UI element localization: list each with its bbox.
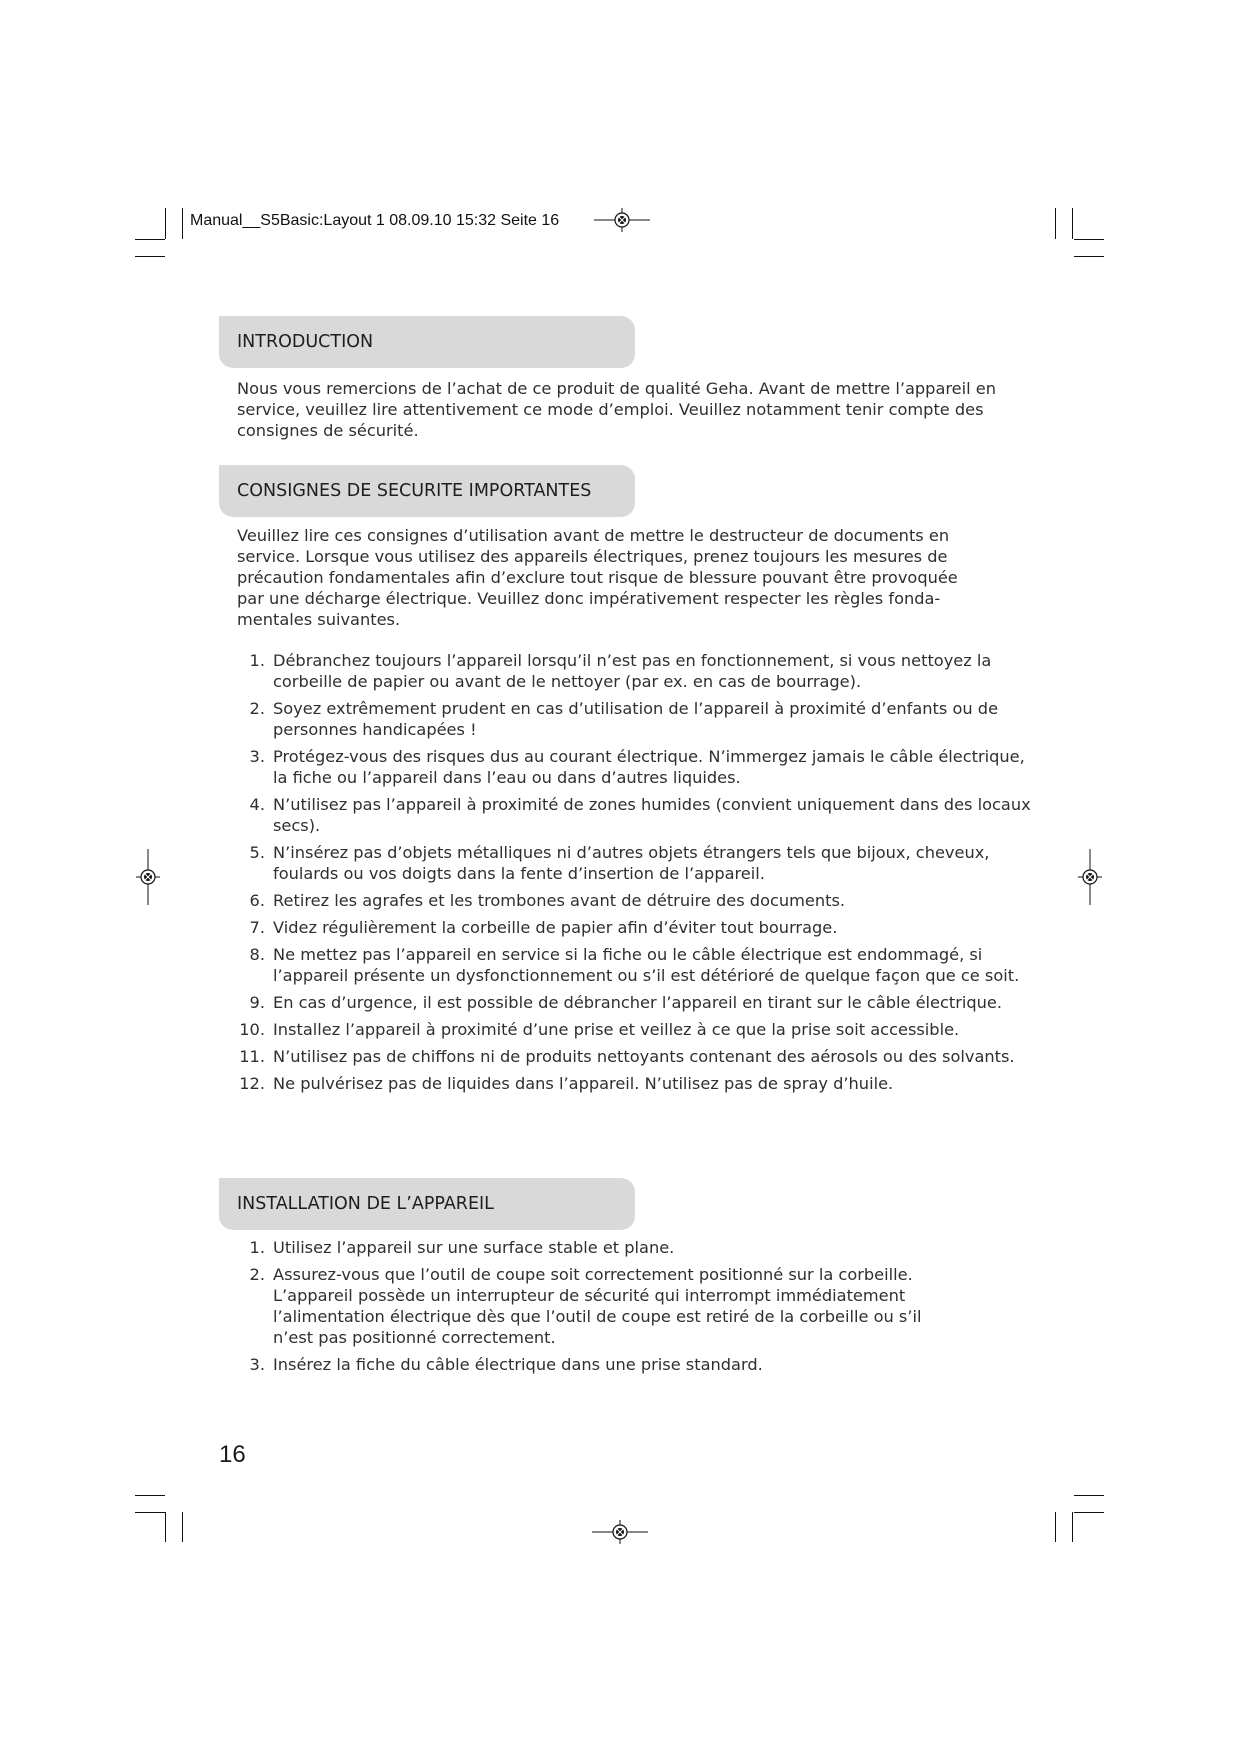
list-item: 5. N’insérez pas d’objets métalliques ni d’autres objets étrangers tels que bijoux, cheveux, foulards ou vos doigts dans la fente d’insertion de l’appareil. <box>249 843 990 883</box>
list-item: 1. Débranchez toujours l’appareil lorsqu’il n’est pas en fonctionnement, si vous nettoyez la corbeille de papier ou avant de le nettoyer (par ex. en cas de bourrage). <box>249 651 992 691</box>
crop-mark <box>165 1512 166 1542</box>
registration-mark-icon <box>592 1518 648 1546</box>
crop-mark <box>1074 239 1104 240</box>
safety-paragraph: Veuillez lire ces consignes d’utilisation avant de mettre le destructeur de documents en service. Lorsque vous utilisez des appareils électriques, prenez toujours les mesures de précaution fondamentales afin d’exclure tout risque de blessure pouvant être provoquée par une décharge électrique. Veuillez donc impérativement respecter les règles fonda-mentales suivantes. <box>237 526 958 629</box>
crop-mark <box>182 208 183 239</box>
list-item: 2. Soyez extrêmement prudent en cas d’utilisation de l’appareil à proximité d’enfants ou de personnes handicapées ! <box>249 699 999 739</box>
list-item: 1. Utilisez l’appareil sur une surface stable et plane. <box>249 1238 675 1257</box>
introduction-paragraph: Nous vous remercions de l’achat de ce produit de qualité Geha. Avant de mettre l’appareil en service, veuillez lire attentivement ce mode d’emploi. Veuillez notamment tenir compte des consignes de sécurité. <box>237 379 996 440</box>
section-title: CONSIGNES DE SECURITE IMPORTANTES <box>237 481 592 501</box>
print-slug: Manual__S5Basic:Layout 1 08.09.10 15:32 Seite 16 <box>190 212 560 229</box>
list-item: 6. Retirez les agrafes et les trombones avant de détruire des documents. <box>249 891 846 910</box>
installation-list <box>237 1237 937 1381</box>
crop-mark <box>165 208 166 239</box>
crop-mark <box>1074 1495 1104 1496</box>
section-heading-introduction <box>219 316 635 368</box>
crop-mark <box>135 239 165 240</box>
crop-mark <box>1074 1512 1104 1513</box>
list-item: 2. Assurez-vous que l’outil de coupe soit correctement positionné sur la corbeille. L’appareil possède un interrupteur de sécurité qui interrompt immédiatement l’alimentation électrique dès que l’outil de coupe est retiré de la corbeille ou s’il n’est pas positionné correctement. <box>249 1265 922 1347</box>
crop-mark <box>1072 208 1073 239</box>
registration-mark-icon <box>594 206 650 234</box>
crop-mark <box>1072 1512 1073 1542</box>
crop-mark <box>1055 208 1056 239</box>
section-title: INTRODUCTION <box>237 332 374 352</box>
list-item: 11. N’utilisez pas de chiffons ni de produits nettoyants contenant des aérosols ou des solvants. <box>239 1047 1015 1066</box>
registration-mark-icon <box>134 849 162 905</box>
crop-mark <box>1055 1512 1056 1542</box>
crop-mark <box>1074 256 1104 257</box>
registration-mark-icon <box>1076 849 1104 905</box>
list-item: 7. Videz régulièrement la corbeille de papier afin d’éviter tout bourrage. <box>249 918 838 937</box>
section-title: INSTALLATION DE L’APPAREIL <box>237 1194 494 1214</box>
section-heading-safety <box>219 465 635 517</box>
list-item: 4. N’utilisez pas l’appareil à proximité de zones humides (convient uniquement dans des locaux secs). <box>249 795 1031 835</box>
list-item: 9. En cas d’urgence, il est possible de débrancher l’appareil en tirant sur le câble électrique. <box>249 993 1003 1012</box>
crop-mark <box>182 1512 183 1542</box>
crop-mark <box>135 1512 165 1513</box>
page-number: 16 <box>219 1441 246 1468</box>
section-heading-installation <box>219 1178 635 1230</box>
crop-mark <box>135 1495 165 1496</box>
list-item: 8. Ne mettez pas l’appareil en service si la fiche ou le câble électrique est endommagé, si l’appareil présente un dysfonctionnement ou s’il est détérioré de quelque façon que ce soit. <box>249 945 1020 985</box>
list-item: 3. Protégez-vous des risques dus au courant électrique. N’immergez jamais le câble électrique, la fiche ou l’appareil dans l’eau ou dans d’autres liquides. <box>249 747 1025 787</box>
list-item: 10. Installez l’appareil à proximité d’une prise et veillez à ce que la prise soit accessible. <box>239 1020 960 1039</box>
list-item: 3. Insérez la fiche du câble électrique dans une prise standard. <box>249 1355 763 1374</box>
crop-mark <box>135 256 165 257</box>
list-item: 12. Ne pulvérisez pas de liquides dans l’appareil. N’utilisez pas de spray d’huile. <box>239 1074 894 1093</box>
safety-list <box>237 650 1037 1100</box>
